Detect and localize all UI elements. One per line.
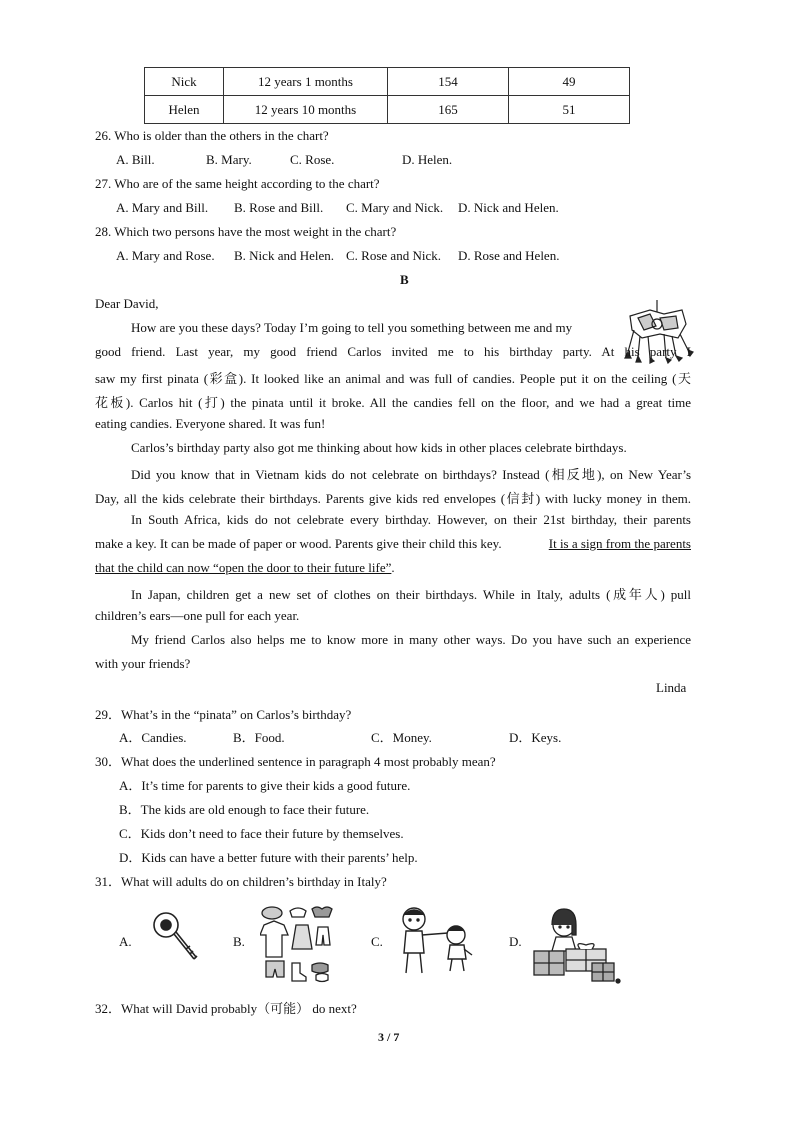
letter-signature: Linda	[656, 680, 687, 695]
q28-option-d: D. Rose and Helen.	[458, 248, 560, 263]
table-cell: 154	[388, 68, 509, 96]
q31-option-c-label: C.	[371, 934, 383, 949]
letter-line: My friend Carlos also helps me to know more in many other ways. Do you have such an experience	[131, 632, 691, 647]
letter-text: .	[391, 560, 395, 575]
q31-option-a-label: A.	[119, 934, 132, 949]
table-cell: Helen	[145, 96, 224, 124]
q29-option-a: A．Candies.	[119, 730, 187, 745]
clothes-icon	[260, 903, 340, 983]
q28-option-a: A. Mary and Rose.	[116, 248, 215, 263]
letter-line: good friend. Last year, my good friend Carlos invited me to his birthday party. At his party I	[95, 344, 691, 359]
question-32-stem: 32．What will David probably（可能） do next?	[95, 1001, 357, 1016]
girl-with-gifts-icon	[530, 907, 622, 985]
table-cell: 12 years 10 months	[224, 96, 388, 124]
letter-line: Day, all the kids celebrate their birthdays. Parents give kids red envelopes (信封) with lucky money in them.	[95, 491, 691, 506]
question-30-stem: 30．What does the underlined sentence in paragraph 4 most probably mean?	[95, 754, 496, 769]
table-cell: 51	[509, 96, 630, 124]
table-cell: 12 years 1 months	[224, 68, 388, 96]
question-31-stem: 31．What will adults do on children’s birthday in Italy?	[95, 874, 387, 889]
letter-line: In South Africa, kids do not celebrate every birthday. However, on their 21st birthday, their parents	[131, 512, 691, 527]
q29-option-c: C．Money.	[371, 730, 432, 745]
q31-option-b-label: B.	[233, 934, 245, 949]
question-27-stem: 27. Who are of the same height according to the chart?	[95, 176, 380, 191]
q30-option-c: C．Kids don’t need to face their future by themselves.	[119, 826, 404, 841]
q26-option-c: C. Rose.	[290, 152, 335, 167]
table-cell: Nick	[145, 68, 224, 96]
table-cell: 165	[388, 96, 509, 124]
q26-option-a: A. Bill.	[116, 152, 155, 167]
q30-option-b: B．The kids are old enough to face their future.	[119, 802, 370, 817]
letter-line: How are you these days? Today I’m going to tell you something between me and my	[131, 320, 573, 335]
table-row	[145, 68, 630, 96]
letter-line	[95, 536, 691, 552]
q29-option-b: B．Food.	[233, 730, 285, 745]
underlined-sentence: It is a sign from the parents	[548, 536, 691, 551]
letter-line: children’s ears—one pull for each year.	[95, 608, 300, 623]
letter-line: 花板). Carlos hit (打) the pinata until it broke. All the candies fell on the floor, and we had a great time	[95, 395, 691, 410]
question-29-stem: 29．What’s in the “pinata” on Carlos’s birthday?	[95, 707, 352, 722]
letter-line: saw my first pinata (彩盒). It looked like an animal and was full of candies. People put it on the ceiling (天	[95, 371, 691, 386]
underlined-sentence: that the child can now “open the door to their future life”	[95, 560, 392, 575]
letter-line: Did you know that in Vietnam kids do not celebrate on birthdays? Instead (相反地), on New Year’s	[131, 467, 691, 482]
table-row	[145, 96, 630, 124]
letter-line: In Japan, children get a new set of clothes on their birthdays. While in Italy, adults (成年人) pull	[131, 587, 691, 602]
question-28-stem: 28. Which two persons have the most weight in the chart?	[95, 224, 397, 239]
chart-table	[144, 67, 630, 124]
letter-line: Carlos’s birthday party also got me thinking about how kids in other places celebrate birthdays.	[131, 440, 627, 455]
letter-line: eating candies. Everyone shared. It was fun!	[95, 416, 326, 431]
page-number: 3 / 7	[378, 1030, 400, 1044]
letter-text: make a key. It can be made of paper or wood. Parents give their child this key.	[95, 536, 502, 551]
key-icon	[150, 909, 200, 967]
section-heading: B	[400, 272, 409, 287]
letter-greeting: Dear David,	[95, 296, 159, 311]
q27-option-b: B. Rose and Bill.	[234, 200, 324, 215]
q27-option-d: D. Nick and Helen.	[458, 200, 559, 215]
q27-option-a: A. Mary and Bill.	[116, 200, 209, 215]
adult-pulling-child-ear-icon	[398, 905, 478, 975]
q26-option-b: B. Mary.	[206, 152, 252, 167]
q30-option-d: D．Kids can have a better future with their parents’ help.	[119, 850, 418, 865]
question-26-stem: 26. Who is older than the others in the chart?	[95, 128, 329, 143]
q27-option-c: C. Mary and Nick.	[346, 200, 444, 215]
q30-option-a: A．It’s time for parents to give their kids a good future.	[119, 778, 411, 793]
table-cell: 49	[509, 68, 630, 96]
letter-line	[95, 560, 395, 576]
q31-option-d-label: D.	[509, 934, 522, 949]
q26-option-d: D. Helen.	[402, 152, 453, 167]
letter-line: with your friends?	[95, 656, 191, 671]
q29-option-d: D．Keys.	[509, 730, 562, 745]
q28-option-c: C. Rose and Nick.	[346, 248, 441, 263]
q28-option-b: B. Nick and Helen.	[234, 248, 335, 263]
